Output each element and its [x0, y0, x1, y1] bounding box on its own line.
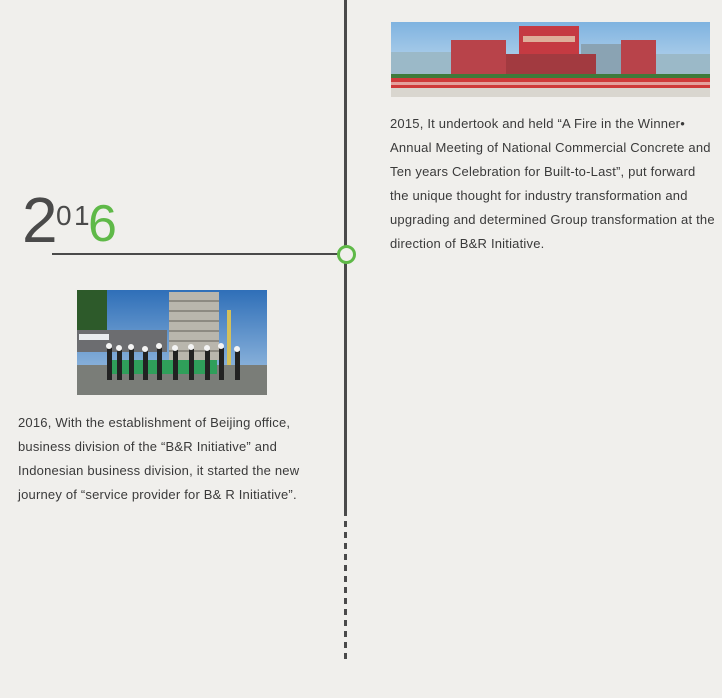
construction-site-photo	[77, 290, 267, 395]
year-digit-highlight: 6	[88, 195, 117, 253]
timeline-node	[337, 245, 356, 264]
year-digit: 2	[22, 184, 58, 256]
timeline-line-dashed	[344, 510, 347, 662]
year-digit: 1	[74, 200, 90, 231]
annual-meeting-photo	[391, 22, 710, 97]
entry-description-2016: 2016, With the establishment of Beijing office, business division of the “B&R Initiative” and Indonesian business division, it started the new journey of “service provider for B& R Initiative”.	[18, 415, 300, 502]
entry-description-2015: 2015, It undertook and held “A Fire in the Winner• Annual Meeting of National Commercial Concrete and Ten years Celebration for Built-to-Last”, put forward the unique thought for industry transformation and upgrading and determined Group transformation at the direction of B&R Initiative.	[390, 116, 715, 251]
year-heading	[22, 184, 142, 256]
year-digit: 0	[56, 200, 72, 231]
